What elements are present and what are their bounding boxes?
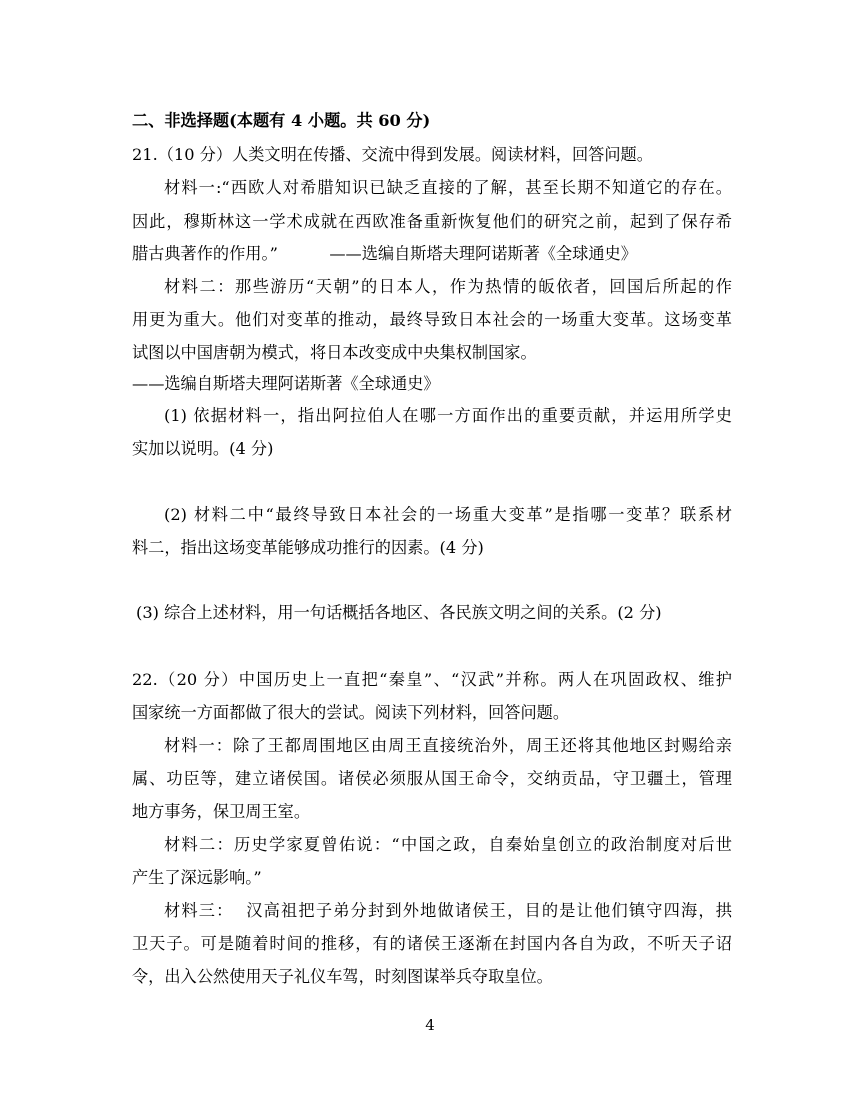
q22-material3-line: 材料三： 汉高祖把子弟分封到外地做诸侯王，目的是让他们镇守四海，拱: [164, 901, 732, 920]
q22-material2-line: 材料二：历史学家夏曾佑说：“中国之政，自秦始皇创立的政治制度对后世: [164, 835, 732, 854]
q21-header: 21.（10 分）人类文明在传播、交流中得到发展。阅读材料，回答问题。: [132, 145, 653, 164]
q21-question2: 料二，指出这场变革能够成功推行的因素。(4 分): [132, 538, 484, 557]
q21-question1: 实加以说明。(4 分): [132, 439, 274, 458]
q21-material1-line: 因此，穆斯林这一学术成就在西欧准备重新恢复他们的研究之前，起到了保存希: [132, 212, 732, 231]
q22-material1-line: 材料一：除了王都周围地区由周王直接统治外，周王还将其他地区封赐给亲: [164, 736, 732, 755]
q21-material1-line: 材料一:“西欧人对希腊知识已缺乏直接的了解，甚至长期不知道它的存在。: [164, 178, 732, 197]
q22-material3-line: 令，出入公然使用天子礼仪车驾，时刻图谋举兵夺取皇位。: [132, 967, 553, 986]
section-title: 二、非选择题(本题有 4 小题。共 60 分): [132, 111, 431, 130]
q22-material1-line: 地方事务，保卫周王室。: [132, 802, 311, 821]
q21-material2-line: 用更为重大。他们对变革的推动，最终导致日本社会的一场重大变革。这场变革: [132, 310, 732, 329]
q22-material2-line: 产生了深远影响。”: [132, 868, 262, 887]
q21-material2-source: ——选编自斯塔夫理阿诺斯著《全球通史》: [132, 374, 440, 393]
q21-material2-line: 材料二：那些游历“天朝”的日本人，作为热情的皈依者，回国后所起的作: [164, 277, 732, 296]
q21-question1: (1) 依据材料一，指出阿拉伯人在哪一方面作出的重要贡献，并运用所学史: [164, 406, 732, 425]
page-number: 4: [425, 1016, 435, 1034]
q22-material1-line: 属、功臣等，建立诸侯国。诸侯必须服从国王命令，交纳贡品，守卫疆土，管理: [132, 769, 732, 788]
q22-header: 22.（20 分）中国历史上一直把“秦皇”、“汉武”并称。两人在巩固政权、维护: [132, 670, 732, 689]
q22-material3-line: 卫天子。可是随着时间的推移，有的诸侯王逐渐在封国内各自为政，不听天子诏: [132, 934, 732, 953]
q21-material2-line: 试图以中国唐朝为模式，将日本改变成中央集权制国家。: [132, 343, 537, 362]
q21-material1-line: 腊古典著作的作用。” ——选编自斯塔夫理阿诺斯著《全球通史》: [132, 244, 637, 263]
q21-question2: (2) 材料二中“最终导致日本社会的一场重大变革”是指哪一变革？联系材: [164, 505, 732, 524]
q22-header: 国家统一方面都做了很大的尝试。阅读下列材料，回答问题。: [132, 703, 570, 722]
q21-question3: (3) 综合上述材料，用一句话概括各地区、各民族文明之间的关系。(2 分): [136, 603, 662, 622]
